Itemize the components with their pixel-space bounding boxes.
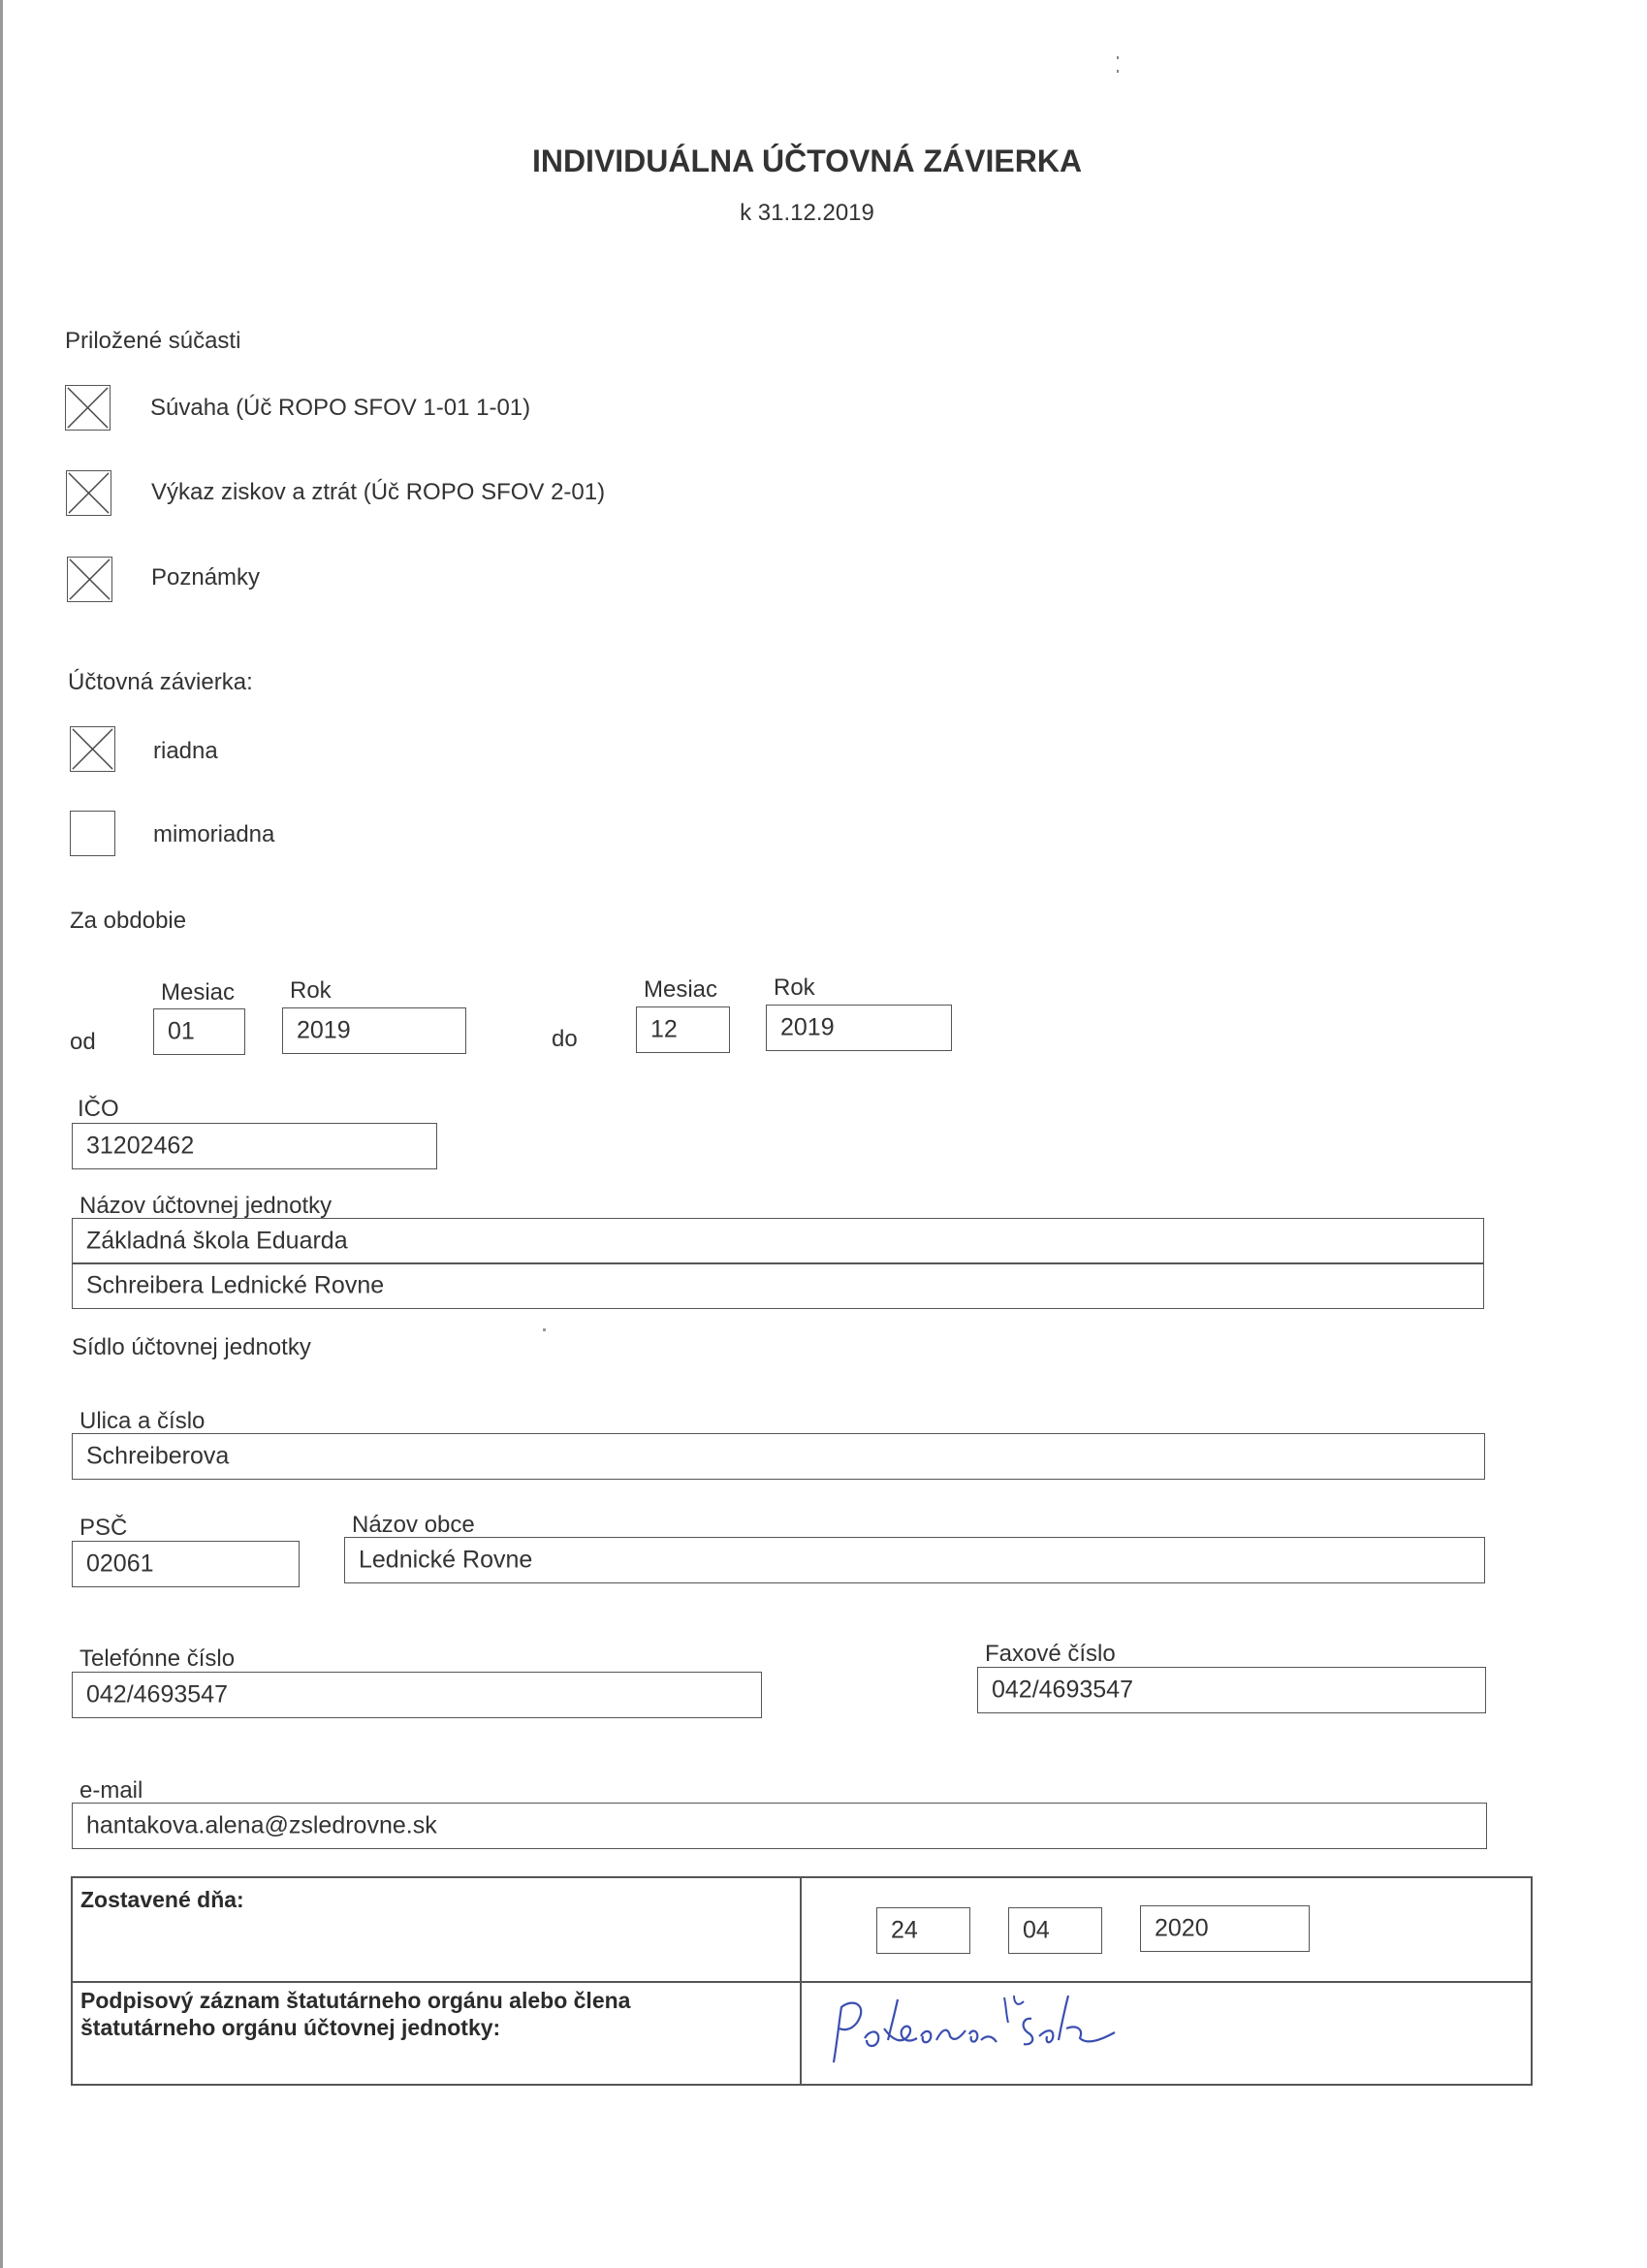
check-cross-icon bbox=[66, 386, 110, 430]
compiled-year-field[interactable]: 2020 bbox=[1140, 1905, 1310, 1952]
entity-name-line1-field[interactable]: Základná škola Eduarda bbox=[72, 1218, 1484, 1264]
to-label: do bbox=[552, 1026, 578, 1052]
email-label: e-mail bbox=[79, 1777, 143, 1804]
attachments-heading: Priložené súčasti bbox=[65, 328, 241, 354]
attachment-label-vykaz: Výkaz ziskov a ztrát (Úč ROPO SFOV 2-01) bbox=[151, 479, 606, 505]
statement-type-label-mimoriadna: mimoriadna bbox=[153, 821, 275, 847]
scan-edge bbox=[0, 0, 3, 2268]
street-field[interactable]: Schreiberova bbox=[72, 1433, 1485, 1480]
compiled-label: Zostavené dňa: bbox=[80, 1887, 244, 1912]
attachment-label-suvaha: Súvaha (Úč ROPO SFOV 1-01 1-01) bbox=[150, 395, 531, 421]
entity-seat-label: Sídlo účtovnej jednotky bbox=[72, 1334, 311, 1360]
ico-label: IČO bbox=[78, 1096, 119, 1122]
to-year-label: Rok bbox=[774, 974, 815, 1001]
email-field[interactable]: hantakova.alena@zsledrovne.sk bbox=[72, 1803, 1487, 1849]
from-year-field[interactable]: 2019 bbox=[282, 1007, 466, 1054]
compiled-month-field[interactable]: 04 bbox=[1008, 1907, 1102, 1954]
to-month-field[interactable]: 12 bbox=[636, 1006, 730, 1053]
check-cross-icon bbox=[67, 471, 111, 515]
fax-field[interactable]: 042/4693547 bbox=[977, 1667, 1486, 1713]
check-cross-icon bbox=[68, 558, 111, 601]
compiled-day-field[interactable]: 24 bbox=[876, 1907, 970, 1954]
from-year-label: Rok bbox=[290, 977, 332, 1004]
check-cross-icon bbox=[71, 727, 114, 771]
period-heading: Za obdobie bbox=[70, 908, 187, 934]
document-date: k 31.12.2019 bbox=[740, 200, 874, 226]
handwritten-signature bbox=[824, 1980, 1134, 2072]
to-year-field[interactable]: 2019 bbox=[766, 1005, 952, 1051]
fax-label: Faxové číslo bbox=[985, 1641, 1116, 1667]
checkbox-mimoriadna[interactable] bbox=[70, 811, 115, 856]
city-field[interactable]: Lednické Rovne bbox=[344, 1537, 1485, 1583]
checkbox-suvaha[interactable] bbox=[65, 385, 111, 431]
ico-field[interactable]: 31202462 bbox=[72, 1123, 437, 1169]
checkbox-vykaz[interactable] bbox=[66, 470, 111, 516]
phone-label: Telefónne číslo bbox=[79, 1645, 236, 1672]
document-title: INDIVIDUÁLNA ÚČTOVNÁ ZÁVIERKA bbox=[531, 144, 1083, 178]
entity-name-line2-field[interactable]: Schreibera Lednické Rovne bbox=[72, 1262, 1484, 1309]
psc-field[interactable]: 02061 bbox=[72, 1541, 300, 1587]
statement-type-heading: Účtovná závierka: bbox=[68, 669, 253, 695]
from-month-label: Mesiac bbox=[161, 979, 236, 1006]
city-label: Názov obce bbox=[352, 1512, 475, 1538]
street-label: Ulica a číslo bbox=[79, 1408, 206, 1434]
scan-speck bbox=[1117, 70, 1119, 73]
attachment-label-poznamky: Poznámky bbox=[151, 564, 261, 591]
statement-type-label-riadna: riadna bbox=[153, 738, 218, 764]
psc-label: PSČ bbox=[79, 1515, 128, 1541]
from-month-field[interactable]: 01 bbox=[153, 1008, 245, 1055]
phone-field[interactable]: 042/4693547 bbox=[72, 1672, 762, 1718]
signature-label: Podpisový záznam štatutárneho orgánu alebo člena štatutárneho orgánu účtovnej jednotky: bbox=[80, 1988, 631, 2040]
to-month-label: Mesiac bbox=[644, 976, 718, 1003]
table-horizontal-divider bbox=[71, 1981, 1533, 1983]
from-label: od bbox=[70, 1029, 96, 1055]
checkbox-riadna[interactable] bbox=[70, 726, 115, 772]
scan-speck bbox=[543, 1328, 546, 1331]
scan-speck bbox=[1117, 56, 1119, 59]
entity-name-label: Názov účtovnej jednotky bbox=[79, 1193, 333, 1219]
checkbox-poznamky[interactable] bbox=[67, 557, 112, 602]
